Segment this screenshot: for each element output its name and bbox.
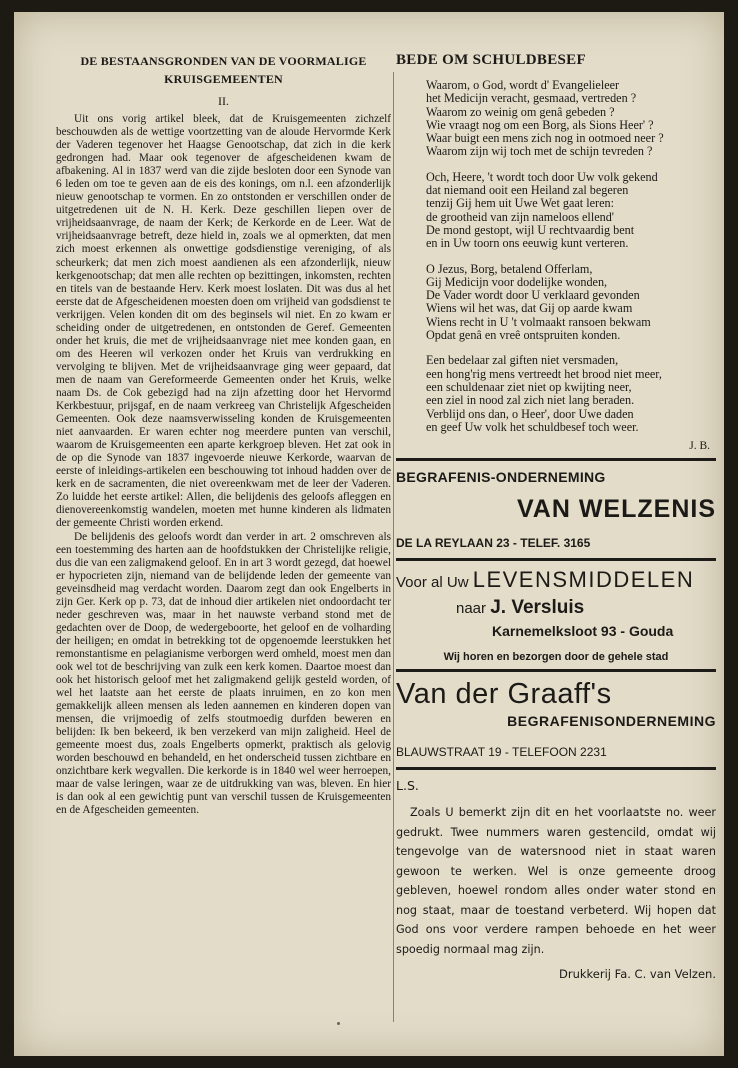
article-title-line-1: DE BESTAANSGRONDEN VAN DE VOORMALIGE [80,54,367,68]
poem-line: een hong'rig mens vertreedt het brood niet meer, [426,366,662,381]
poem-line: het Medicijn veracht, gesmaad, vertreden ? [426,91,637,106]
poem-line: De mond gestopt, wijl U rechtvaardig bent [426,222,635,237]
ad-versluis [396,567,716,663]
ad-van-der-graaff [396,678,716,759]
ad-address: BLAUWSTRAAT 19 - TELEFOON 2231 [396,745,607,760]
poem-line: tenzij Gij hem uit Uwe Wet gaat leren: [426,196,614,211]
poem-line: de grootheid van zijn nameloos ellend' [426,209,615,224]
poem-line: en in Uw toorn ons eeuwig kunt verteren. [426,236,629,251]
poem-line: De Vader wordt door U verklaard gevonden [426,288,640,303]
ad-prefix: Voor al Uw [396,574,469,592]
poem-stanza [426,171,716,251]
poem-title: BEDE OM SCHULDBESEF [396,52,586,68]
article-column [56,52,391,818]
poem-line: een ziel in nood zal zich niet lang beraden. [426,393,635,408]
poem-line: dat niemand ooit een Heiland zal begeren [426,183,629,198]
ad-naar: naar [456,600,487,618]
ad-shop-line [456,597,716,619]
poem-line: Een bedelaar zal giften niet versmaden, [426,353,619,368]
print-speck [337,1022,340,1025]
ad-van-welzenis [396,469,716,550]
poem [426,79,716,434]
notice-body: Zoals U bemerkt zijn dit en het voorlaatste no. weer gedrukt. Twee nummers waren gestencild, omdat wij tengevolge van de watersnood niet in staat waren gewoon te werken. Wel is onze gemeente droog gebleven, hoewel rondom alles onder water stond en nog staat, maar de toestand verbeterd. Wij hopen dat God ons voor verdere rampen behoede en het weer spoedig normaal mag zijn. [396,806,716,956]
poem-stanza [426,263,716,343]
ad-divider [396,767,716,770]
notice-signature: Drukkerij Fa. C. van Velzen. [559,967,716,982]
printer-notice [396,778,716,981]
article-paragraph: De belijdenis des geloofs wordt dan verder in art. 2 omschreven als een toestemming des harten aan de hoofdstukken der Christelijke religie, dus die van een zaligmakend geloof. En in art 3 wordt gezegd, dat hoewel er hypocrieten zijn, niemand van de belijdende leden der gemeente van geveinsdheid mag verdacht worden. Daarom zegt dan ook Engelberts in zijn Ger. Kerk op p. 73, dat de inhoud dier artikelen niet ondoordacht ter neder geschreven was, maar in het nauwste verband stond met de gedachten over de Doop, de wedergeboorte, het geloof en de volharding der heiligen; en omdat in betrekking tot de opgenoemde leerstukken het remonstantisme en pelagianisme verborgen werd omheld, moest men dan ook wel tot de beschrijving van zulk een kerk komen. Daartoe moest dan ook het historisch geloof met het zaligmakend gelijk gesteld worden, of wel het laatste aan het eerste de plaats inruimen, en zo kon men gemakkelijk alleen mensen als leden aannemen en kinderen dopen van mensen, die vrijmoedig of zelfs stoutmoedig durfden beweren en belijden: Ik ben bekeerd, ik ben verzekerd van mijn zaligheid. Heel de gemeente moest dus, zoals Engelberts opmerkt, praktisch als gelovig worden beschouwd en behandeld, en het onderscheid tussen zichtbare en onzichtbare kerk wegvallen. Die kerkorde is in 1840 wel weer herroepen, maar de valse leringen, waar ze de uitdrukking van was, bleven. En hier is dan ook al een gewichtig punt van verschil tussen de Kruisgemeenten en de Afgescheiden gemeenten. [56,530,391,817]
ad-headline [396,567,716,593]
poem-line: Wie vraagt nog om een Borg, als Sions Heer' ? [426,117,654,132]
ad-shop-name: J. Versluis [490,597,585,619]
poem-line: Waarom zo weinig om genâ gebeden ? [426,104,615,119]
poem-line: O Jezus, Borg, betalend Offerlam, [426,261,593,276]
ad-address: DE LA REYLAAN 23 - TELEF. 3165 [396,536,591,551]
right-column [396,52,716,981]
ad-business-type: BEGRAFENISONDERNEMING [507,713,716,730]
ad-business-name: VAN WELZENIS [516,495,716,524]
ad-divider [396,558,716,561]
poem-line: Waar buigt een mens zich nog in ootmoed neer ? [426,131,664,146]
poem-line: Waarom zijn wij toch met de schijn tevreden ? [426,144,653,159]
poem-line: een schuldenaar ziet niet op kwijting neer, [426,379,632,394]
poem-line: Opdat genâ en vreê ontspruiten konden. [426,328,621,343]
article-title-line-2: KRUISGEMEENTEN [164,72,283,86]
poem-line: Wiens wil het was, dat Gij op aarde kwam [426,301,633,316]
poem-stanza [426,79,716,159]
column-divider [393,72,394,1022]
ad-divider [396,669,716,672]
poem-line: Wiens recht in U 't volmaakt ransoen bekwam [426,314,651,329]
newspaper-page [14,12,724,1056]
poem-line: Verblijd ons dan, o Heer', door Uwe daden [426,406,634,421]
ad-product: LEVENSMIDDELEN [472,567,695,593]
article-number: II. [218,94,229,108]
ad-business-type: BEGRAFENIS-ONDERNEMING [396,469,606,486]
poem-line: en geef Uw volk het schuldbesef toch weer. [426,419,639,434]
article-title [56,52,391,88]
poem-line: Gij Medicijn voor dodelijke wonden, [426,274,608,289]
article-paragraph: Uit ons vorig artikel bleek, dat de Kruisgemeenten zichzelf beschouwden als de wettige voortzetting van de aloude Hervormde Kerk der Vaderen tegenover het Haagse Genootschap, dat zich in die kerk gedrongen had. Maar ook tegenover de afgescheidenen kwam de afbakening. Al in 1837 werd van die zijde besloten door een Synode van 6 leden om toe te geven aan de eis des konings, om n.l. een afzonderlijk nieuw genootschap te vormen. En zo ontstonden er verschillen onder de uitgetredenen uit de N. H. Kerk. Deze geschillen liepen over de vrijheidsaanvrage, de naam der Kerk; de Kerkorde en de Leer. Wat de vrijheidsaanvrage betreft, deze hield in, zoals we al opmerkten, dat men zich moest erkennen als onwettige godsdienstige vereniging, of als scheurkerk; dat men zich moest aandienen als een afzonderlijk, nieuw kerkgenootschap; dat men alle rechten op bezittingen, inkomsten, rechten en titels van de bestaande Herv. Kerk moest loslaten. Dit was dus al het eerste dat de Afgescheidenen moesten doen om vrijheid van godsdienst te verkrijgen. Velen konden dit om des beginsels wil niet. En zo kwam er scheiding onder de uitgetredenen, en ontstonden de Geref. Gemeenten onder het kruis, die met de vrijheidsaanvrage niet mee konden gaan, en om des Heeren wil verkozen onder het Kruis van verdrukking en vervolging te blijven. Met de vrijheidsaanvrage ging weer gepaard, dat men de naam van Gereformeerde Gemeenten onder het Kruis, welke naam Ds. de Cok gebezigd had na zijn afzetting door het Hervormd Kerkbestuur, prijsgaf, en de naam verkreeg van Christelijk Afgescheiden Gemeenten. Ook deze naamsverwisseling konden de Kruisgemeenten niet aanvaarden. Er waren echter nog meerdere punten van verschil, waarom de Kruisgemeenten een aparte kerkgroep bleven. Het zat ook in de op die Synode van 1837 ingevoerde nieuwe Kerkorde, waarvan de eerste of inleidings-artikelen een beschouwing tot inhoud hadden over de kerk en de sacramenten, die niet overeenkwam met de leer der Vaderen. Zo luidde het eerste artikel: Allen, die belijdenis des geloofs afleggen en dienovereenkomstig wandelen, moeten met hunne kinderen als lidmaten der gemeente Christi worden erkend. [56,113,391,530]
notice-salutation: L.S. [396,778,419,794]
poem-line: Waarom, o God, wordt d' Evangelieleer [426,78,620,92]
ad-business-name: Van der Graaff's [396,678,612,711]
article-body [56,113,391,818]
ad-address: Karnemelksloot 93 - Gouda [492,623,674,640]
poem-line: Och, Heere, 't wordt toch door Uw volk gekend [426,169,658,184]
poem-stanza [426,354,716,434]
ad-slogan: Wij horen en bezorgen door de gehele stad [443,651,669,664]
ad-divider [396,458,716,461]
poem-signature: J. B. [689,440,710,453]
